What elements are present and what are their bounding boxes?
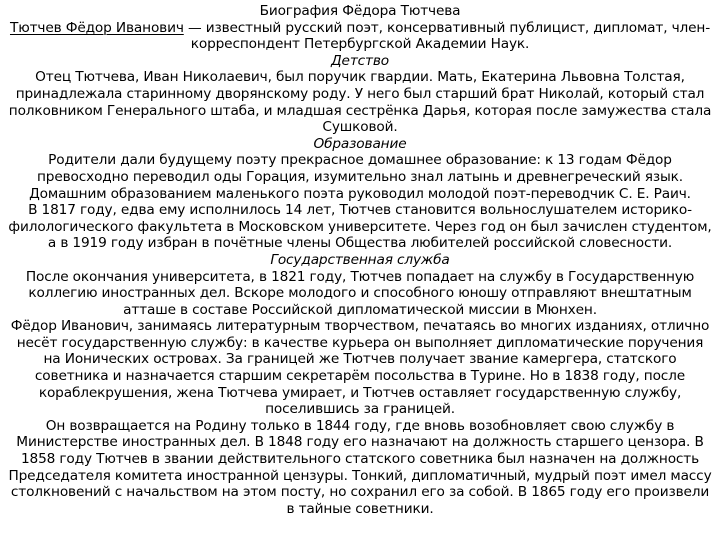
subject-name: Тютчев Фёдор Иванович bbox=[9, 19, 184, 36]
education-paragraph-2: В 1817 году, едва ему исполнилось 14 лет, Тютчев становится вольнослушателем историко-филологического факультета в Московском университете. Через год он был зачислен студентом, а в 1919 году избран в почётные члены Общества любителей российской словесности. bbox=[8, 202, 712, 252]
service-paragraph-2: Фёдор Иванович, занимаясь литературным творчеством, печатаясь во многих изданиях, отлично несёт государственную службу: в качестве курьера он выполняет дипломатические поручения на Ионических островах. За границей же Тютчев получает звание камергера, статского советника и назначается старшим секретарём посольства в Турине. Но в 1838 году, после кораблекрушения, жена Тютчева умирает, и Тютчев оставляет государственную службу, поселившись за границей. bbox=[10, 318, 710, 418]
document-title: Биография Фёдора Тютчева bbox=[259, 3, 461, 19]
service-paragraph-1: После окончания университета, в 1821 году, Тютчев попадает на службу в Государственную коллегию иностранных дел. Вскоре молодого и способного юношу отправляют внештатным атташе в составе Российской дипломатической миссии в Мюнхен. bbox=[25, 268, 695, 318]
childhood-paragraph: Отец Тютчева, Иван Николаевич, был поручик гвардии. Мать, Екатерина Львовна Толстая, принадлежала старинному дворянскому роду. У него был старший брат Николай, который стал полковником Генерального штаба, и младшая сестрёнка Дарья, которая после замужества стала Сушковой. bbox=[8, 69, 712, 136]
section-heading-service: Государственная служба bbox=[270, 251, 450, 268]
section-heading-education: Образование bbox=[313, 135, 407, 152]
education-paragraph-1: Родители дали будущему поэту прекрасное домашнее образование: к 13 годам Фёдор превосходно переводил оды Горация, изумительно знал латынь и древнегреческий язык. Домашним образованием маленького поэта руководил молодой поэт-переводчик С. Е. Раич. bbox=[29, 152, 691, 202]
service-paragraph-3: Он возвращается на Родину только в 1844 году, где вновь возобновляет свою службу в Министерстве иностранных дел. В 1848 году его назначают на должность старшего цензора. В 1858 году Тютчев в звании действительного статского советника был назначен на должность Председателя комитета иностранной цензуры. Тонкий, дипломатичный, мудрый поэт имел массу столкновений с начальством на этом посту, но сохранил его за собой. В 1865 году его произвели в тайные советники. bbox=[8, 417, 712, 517]
intro-text: — известный русский поэт, консервативный публицист, дипломат, член-корреспондент Петербургской Академии Наук. bbox=[183, 19, 711, 53]
intro-paragraph bbox=[8, 20, 712, 53]
section-heading-childhood: Детство bbox=[331, 52, 389, 69]
